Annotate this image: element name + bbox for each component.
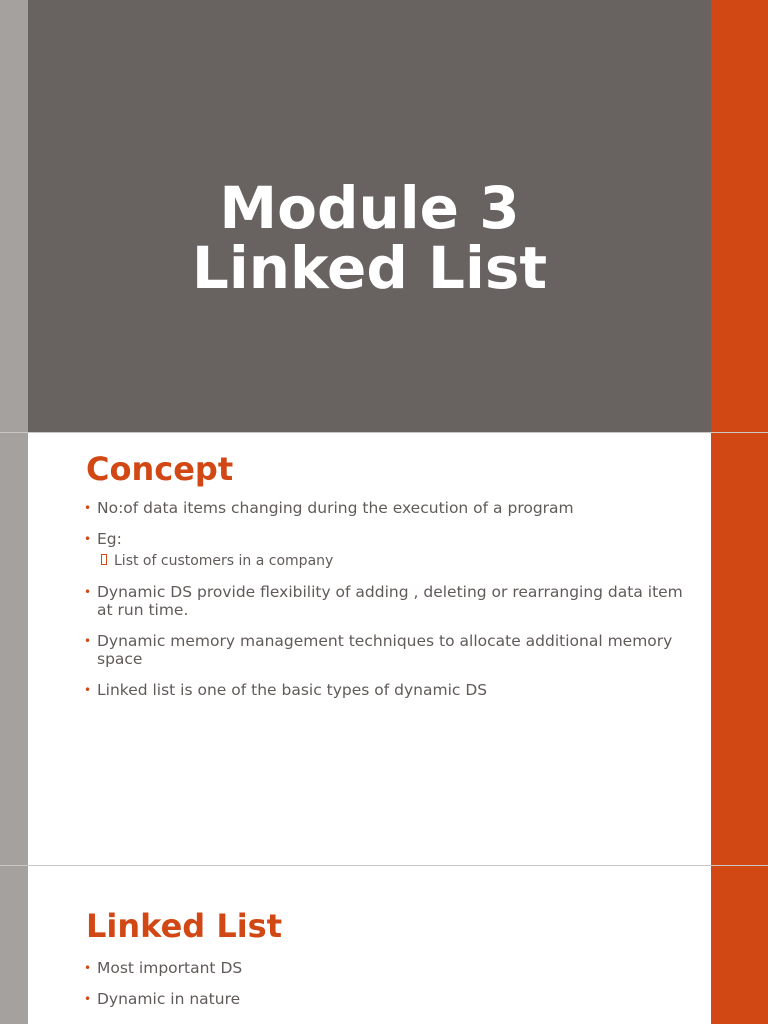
left-accent-bar xyxy=(0,0,28,432)
sub-bullet-item: List of customers in a company xyxy=(84,552,684,570)
bullet-list xyxy=(84,959,684,1021)
bullet-item: • Dynamic in nature xyxy=(84,990,241,1008)
bullet-dot-icon: • xyxy=(84,585,92,599)
bullet-item: • Eg: xyxy=(84,530,122,548)
slide-heading: Linked List xyxy=(86,907,283,945)
linked-list-slide xyxy=(0,866,768,1024)
left-accent-bar xyxy=(0,866,28,1024)
title-line-2: Linked List xyxy=(191,234,548,302)
bullet-dot-icon: • xyxy=(84,532,92,546)
concept-slide xyxy=(0,433,768,865)
bullet-list xyxy=(84,499,684,712)
title-line-1: Module 3 xyxy=(219,174,520,242)
title-slide xyxy=(0,0,768,432)
right-accent-bar xyxy=(711,866,768,1024)
slide-heading: Concept xyxy=(86,450,234,488)
sub-bullet-box-icon xyxy=(101,554,107,565)
bullet-item: • Linked list is one of the basic types of dynamic DS xyxy=(84,681,488,699)
right-accent-bar xyxy=(711,0,768,432)
bullet-dot-icon: • xyxy=(84,961,92,975)
slide-title xyxy=(28,174,711,302)
bullet-item: • Dynamic DS provide flexibility of adding , deleting or rearranging data item at run time. xyxy=(84,583,683,619)
left-accent-bar xyxy=(0,433,28,865)
bullet-dot-icon: • xyxy=(84,992,92,1006)
bullet-item: • No:of data items changing during the execution of a program xyxy=(84,499,574,517)
bullet-item: • Dynamic memory management techniques to allocate additional memory space xyxy=(84,632,673,668)
bullet-item: • Most important DS xyxy=(84,959,243,977)
bullet-dot-icon: • xyxy=(84,501,92,515)
bullet-dot-icon: • xyxy=(84,683,92,697)
bullet-dot-icon: • xyxy=(84,634,92,648)
right-accent-bar xyxy=(711,433,768,865)
